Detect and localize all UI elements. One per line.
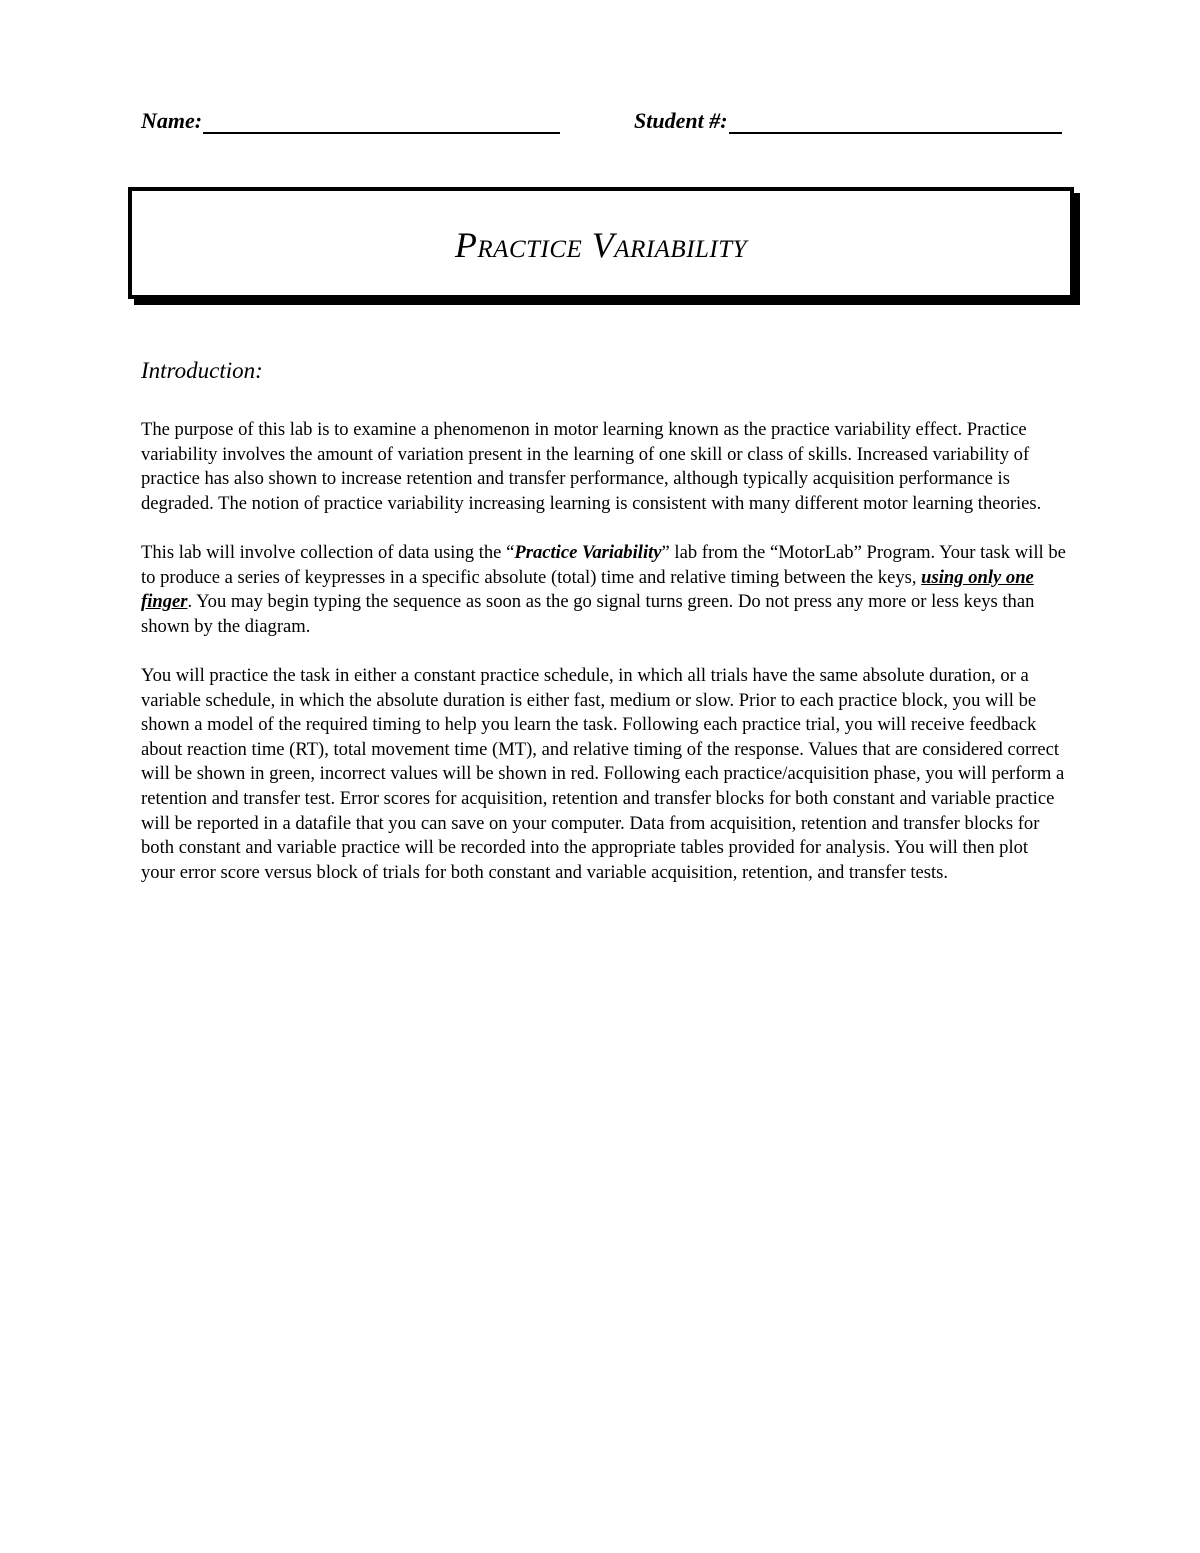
name-input-line[interactable] <box>203 110 560 134</box>
intro-paragraph-1: The purpose of this lab is to examine a phenomenon in motor learning known as the practice variability effect. Practice variability involves the amount of variation present in the learning of one skill or class of skills. Increased variability of practice has also shown to increase retention and transfer performance, although typically acquisition performance is degraded. The notion of practice variability increasing learning is consistent with many different motor learning theories. <box>141 419 1042 514</box>
student-number-label: Student #: <box>634 108 728 133</box>
student-number-input-line[interactable] <box>729 110 1062 134</box>
introduction-heading: Introduction: <box>141 358 263 383</box>
document-title: Practice Variability <box>454 225 748 265</box>
introduction-body <box>141 418 1066 910</box>
student-info-fields <box>141 108 1071 138</box>
name-field <box>141 108 560 134</box>
intro-paragraph-3: You will practice the task in either a constant practice schedule, in which all trials have the same absolute duration, or a variable schedule, in which the absolute duration is either fast, medium or slow. Prior to each practice block, you will be shown a model of the required timing to help you learn the task. Following each practice trial, you will receive feedback about reaction time (RT), total movement time (MT), and relative timing of the response. Values that are considered correct will be shown in green, incorrect values will be shown in red. Following each practice/acquisition phase, you will perform a retention and transfer test. Error scores for acquisition, retention and transfer blocks for both constant and variable practice will be reported in a datafile that you can save on your computer. Data from acquisition, retention and transfer blocks for both constant and variable practice will be recorded into the appropriate tables provided for analysis. You will then plot your error score versus block of trials for both constant and variable acquisition, retention, and transfer tests. <box>141 664 1065 883</box>
name-label: Name: <box>141 108 203 133</box>
p2-text-c: ” lab from the “MotorLab” Program. Your task will be to produce a series of keypresses in a specific absolute (total) time and relative timing between the keys, <box>141 541 1066 588</box>
intro-paragraph-2 <box>141 541 1066 639</box>
p2-text-e: . You may begin typing the sequence as soon as the go signal turns green. Do not press any more or less keys than shown by the diagram. <box>141 591 1035 637</box>
student-number-field <box>634 108 1062 134</box>
one-finger-emphasis: using only one finger <box>141 566 1034 613</box>
p2-text-a: This lab will involve collection of data using the “ <box>141 541 515 563</box>
title-box <box>128 187 1074 299</box>
lab-name-emphasis: Practice Variability <box>514 541 662 563</box>
